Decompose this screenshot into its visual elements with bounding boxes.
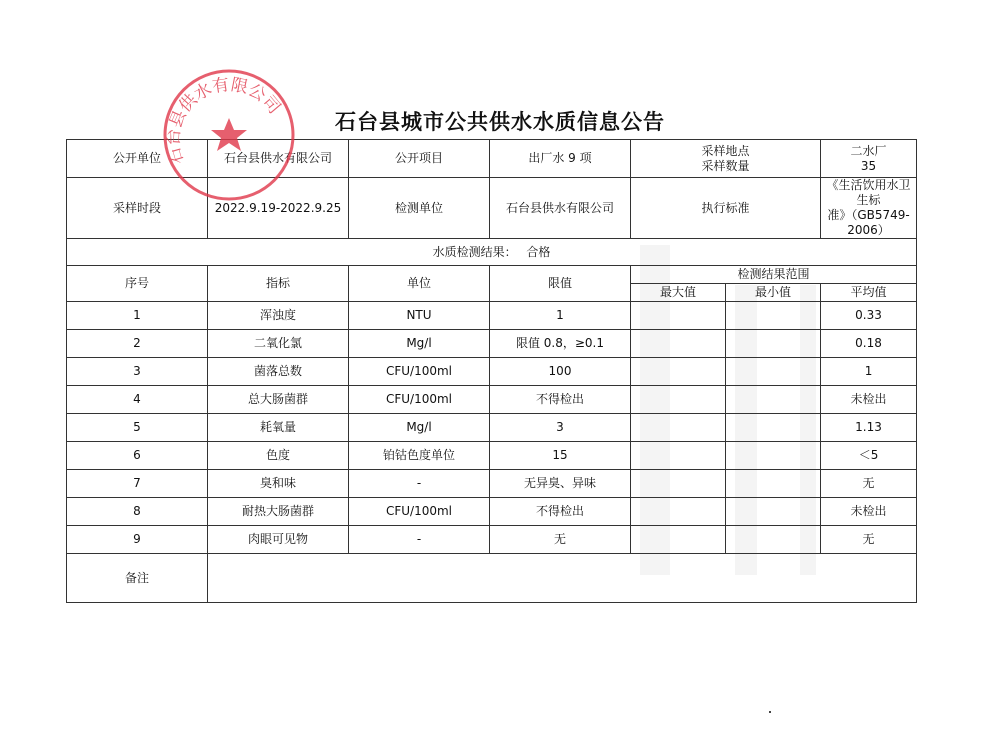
site-count-label <box>631 140 821 178</box>
header-max: 最大值 <box>631 284 726 302</box>
standard-value-line1: 《生活饮用水卫生标 <box>826 178 911 207</box>
standard-value-line2: 准》（GB5749-2006） <box>827 208 910 237</box>
cell-indicator: 色度 <box>208 442 349 470</box>
cell-max <box>631 386 726 414</box>
cell-unit: 铂钴色度单位 <box>349 442 490 470</box>
page-title: 石台县城市公共供水水质信息公告 <box>335 110 665 134</box>
cell-limit: 100 <box>490 358 631 386</box>
cell-index: 5 <box>67 414 208 442</box>
table-row <box>67 386 917 414</box>
cell-unit: Mg/l <box>349 414 490 442</box>
seal-text: 石台县供水有限公司 <box>163 74 285 167</box>
cell-min <box>726 302 821 330</box>
cell-max <box>631 330 726 358</box>
cell-max <box>631 470 726 498</box>
cell-min <box>726 498 821 526</box>
header-limit: 限值 <box>490 266 631 302</box>
count-value: 35 <box>860 158 877 173</box>
cell-avg: 无 <box>821 526 917 554</box>
header-unit: 单位 <box>349 266 490 302</box>
cell-indicator: 菌落总数 <box>208 358 349 386</box>
cell-limit: 不得检出 <box>490 386 631 414</box>
table-row <box>67 330 917 358</box>
standard-label: 执行标准 <box>631 178 821 239</box>
cell-avg: 0.18 <box>821 330 917 358</box>
header-indicator: 指标 <box>208 266 349 302</box>
cell-indicator: 浑浊度 <box>208 302 349 330</box>
standard-value <box>821 178 917 239</box>
table-row <box>67 414 917 442</box>
note-value <box>208 554 917 603</box>
cell-max <box>631 302 726 330</box>
cell-unit: Mg/l <box>349 330 490 358</box>
cell-max <box>631 414 726 442</box>
time-value: 2022.9.19-2022.9.25 <box>208 178 349 239</box>
cell-indicator: 肉眼可见物 <box>208 526 349 554</box>
cell-avg: 未检出 <box>821 498 917 526</box>
cell-avg: 1.13 <box>821 414 917 442</box>
result-cell <box>67 239 917 266</box>
cell-unit: - <box>349 526 490 554</box>
cell-unit: CFU/100ml <box>349 498 490 526</box>
cell-indicator: 二氧化氯 <box>208 330 349 358</box>
cell-limit: 1 <box>490 302 631 330</box>
cell-min <box>726 526 821 554</box>
cell-index: 3 <box>67 358 208 386</box>
cell-min <box>726 442 821 470</box>
note-row <box>67 554 917 603</box>
table-row <box>67 302 917 330</box>
cell-min <box>726 330 821 358</box>
table-row <box>67 442 917 470</box>
info-row-1 <box>67 140 917 178</box>
cell-index: 8 <box>67 498 208 526</box>
cell-max <box>631 526 726 554</box>
cell-avg: 0.33 <box>821 302 917 330</box>
cell-unit: CFU/100ml <box>349 358 490 386</box>
note-label: 备注 <box>67 554 208 603</box>
site-value: 二水厂 <box>850 143 887 158</box>
table-row <box>67 498 917 526</box>
cell-avg: 1 <box>821 358 917 386</box>
header-range: 检测结果范围 <box>631 266 917 284</box>
publisher-value: 石台县供水有限公司 <box>208 140 349 178</box>
result-value: 合格 <box>526 244 551 259</box>
cell-avg: 无 <box>821 470 917 498</box>
scan-dot <box>769 711 771 713</box>
tester-value: 石台县供水有限公司 <box>490 178 631 239</box>
water-quality-table <box>66 139 917 603</box>
cell-max <box>631 442 726 470</box>
cell-limit: 无异臭、异味 <box>490 470 631 498</box>
cell-max <box>631 358 726 386</box>
cell-limit: 15 <box>490 442 631 470</box>
cell-indicator: 耗氧量 <box>208 414 349 442</box>
site-label: 采样地点 <box>701 143 750 158</box>
cell-min <box>726 414 821 442</box>
cell-max <box>631 498 726 526</box>
cell-limit: 不得检出 <box>490 498 631 526</box>
header-min: 最小值 <box>726 284 821 302</box>
header-index: 序号 <box>67 266 208 302</box>
cell-unit: NTU <box>349 302 490 330</box>
cell-index: 6 <box>67 442 208 470</box>
cell-limit: 3 <box>490 414 631 442</box>
cell-index: 9 <box>67 526 208 554</box>
publisher-label: 公开单位 <box>67 140 208 178</box>
site-count-value <box>821 140 917 178</box>
result-row <box>67 239 917 266</box>
result-label: 水质检测结果： <box>432 244 517 259</box>
cell-index: 1 <box>67 302 208 330</box>
cell-avg: ＜5 <box>821 442 917 470</box>
info-row-2 <box>67 178 917 239</box>
table-row <box>67 526 917 554</box>
table-row <box>67 358 917 386</box>
time-label: 采样时段 <box>67 178 208 239</box>
count-label: 采样数量 <box>701 158 750 173</box>
cell-min <box>726 358 821 386</box>
tester-label: 检测单位 <box>349 178 490 239</box>
table-row <box>67 470 917 498</box>
cell-limit: 限值 0.8，≥0.1 <box>490 330 631 358</box>
item-label: 公开项目 <box>349 140 490 178</box>
cell-min <box>726 470 821 498</box>
cell-index: 2 <box>67 330 208 358</box>
item-value: 出厂水 9 项 <box>490 140 631 178</box>
cell-indicator: 总大肠菌群 <box>208 386 349 414</box>
cell-min <box>726 386 821 414</box>
cell-avg: 未检出 <box>821 386 917 414</box>
cell-unit: - <box>349 470 490 498</box>
cell-unit: CFU/100ml <box>349 386 490 414</box>
cell-indicator: 耐热大肠菌群 <box>208 498 349 526</box>
cell-limit: 无 <box>490 526 631 554</box>
cell-index: 7 <box>67 470 208 498</box>
cell-index: 4 <box>67 386 208 414</box>
header-row-1 <box>67 266 917 284</box>
header-avg: 平均值 <box>821 284 917 302</box>
cell-indicator: 臭和味 <box>208 470 349 498</box>
